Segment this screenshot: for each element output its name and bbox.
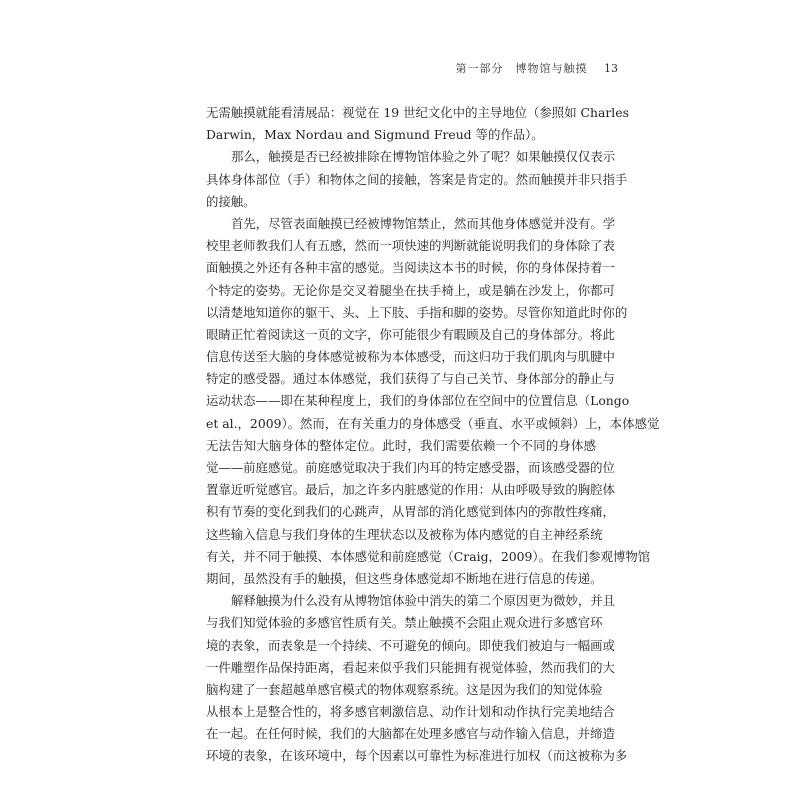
text-line: 面触摸之外还有各种丰富的感觉。当阅读这本书的时候，你的身体保持着一 <box>206 260 615 276</box>
page-number: 13 <box>604 62 618 75</box>
text-line: Darwin，Max Nordau and Sigmund Freud 等的作品）。 <box>206 127 544 143</box>
paragraph <box>206 590 628 768</box>
text-line: 从根本上是整合性的，将多感官刺激信息、动作计划和动作执行完美地结合 <box>206 704 615 720</box>
text-line: 无法告知大脑身体的整体定位。此时，我们需要依赖一个不同的身体感 <box>206 437 596 453</box>
section-title: 第一部分 博物馆与触摸 <box>455 62 588 75</box>
text-line: 期间，虽然没有手的触摸，但这些身体感觉却不断地在进行信息的传递。 <box>206 570 603 586</box>
text-line: et al.，2009）。然而，在有关重力的身体感受（垂直、水平或倾斜）上，本体感觉 <box>206 415 660 431</box>
text-line: 解释触摸为什么没有从博物馆体验中消失的第二个原因更为微妙，并且 <box>231 593 616 609</box>
text-line: 校里老师教我们人有五感，然而一项快速的判断就能说明我们的身体除了表 <box>206 238 615 254</box>
paragraph <box>206 102 629 146</box>
text-line: 个特定的姿势。无论你是交叉着腿坐在扶手椅上，或是躺在沙发上，你都可 <box>206 282 615 298</box>
text-line: 以清楚地知道你的躯干、头、上下肢、手指和脚的姿势。尽管你知道此时你的 <box>206 304 628 320</box>
text-line: 环境的表象，在该环境中，每个因素以可靠性为标准进行加权（而这被称为多 <box>206 748 628 764</box>
body-text <box>206 102 660 768</box>
text-line: 这些输入信息与我们身体的生理状态以及被称为体内感觉的自主神经系统 <box>206 526 603 542</box>
text-line: 在一起。在任何时候，我们的大脑都在处理多感官与动作输入信息，并缔造 <box>206 726 615 742</box>
paragraph <box>206 146 628 213</box>
text-line: 境的表象，而表象是一个持续、不可避免的倾向。即使我们被迫与一幅画或 <box>206 637 615 653</box>
paragraph <box>206 213 660 590</box>
text-line: 一件雕塑作品保持距离，看起来似乎我们只能拥有视觉体验，然而我们的大 <box>206 659 615 675</box>
running-head <box>456 60 619 76</box>
text-line: 眼睛正忙着阅读这一页的文字，你可能很少有暇顾及自己的身体部分。将此 <box>206 326 615 342</box>
text-line: 置靠近听觉感官。最后，加之许多内脏感觉的作用：从由呼吸导致的胸腔体 <box>206 482 615 498</box>
text-line: 有关，并不同于触摸、本体感觉和前庭感觉（Craig，2009）。在我们参观博物馆 <box>206 548 651 564</box>
text-line: 觉——前庭感觉。前庭感觉取决于我们内耳的特定感受器，而该感受器的位 <box>206 460 615 475</box>
text-line: 运动状态——即在某种程度上，我们的身体部位在空间中的位置信息（Longo <box>206 393 630 409</box>
text-line: 特定的感受器。通过本体感觉，我们获得了与自己关节、身体部分的静止与 <box>206 371 615 387</box>
text-line: 无需触摸就能看清展品：视觉在 19 世纪文化中的主导地位（参照如 Charles <box>206 105 629 120</box>
text-line: 那么，触摸是否已经被排除在博物馆体验之外了呢？如果触摸仅仅表示 <box>231 149 616 165</box>
text-line: 首先，尽管表面触摸已经被博物馆禁止，然而其他身体感觉并没有。学 <box>231 215 616 231</box>
text-line: 具体身体部位（手）和物体之间的接触，答案是肯定的。然而触摸并非只指手 <box>206 171 628 187</box>
text-line: 脑构建了一套超越单感官模式的物体观察系统。这是因为我们的知觉体验 <box>206 681 603 697</box>
text-line: 信息传送至大脑的身体感觉被称为本体感受，而这归功于我们肌肉与肌腱中 <box>206 349 615 365</box>
text-line: 与我们知觉体验的多感官性质有关。禁止触摸不会阻止观众进行多感官环 <box>206 615 603 631</box>
text-line: 积有节奏的变化到我们的心跳声，从胃部的消化感觉到体内的弥散性疼痛， <box>206 504 615 520</box>
text-line: 的接触。 <box>206 193 256 209</box>
